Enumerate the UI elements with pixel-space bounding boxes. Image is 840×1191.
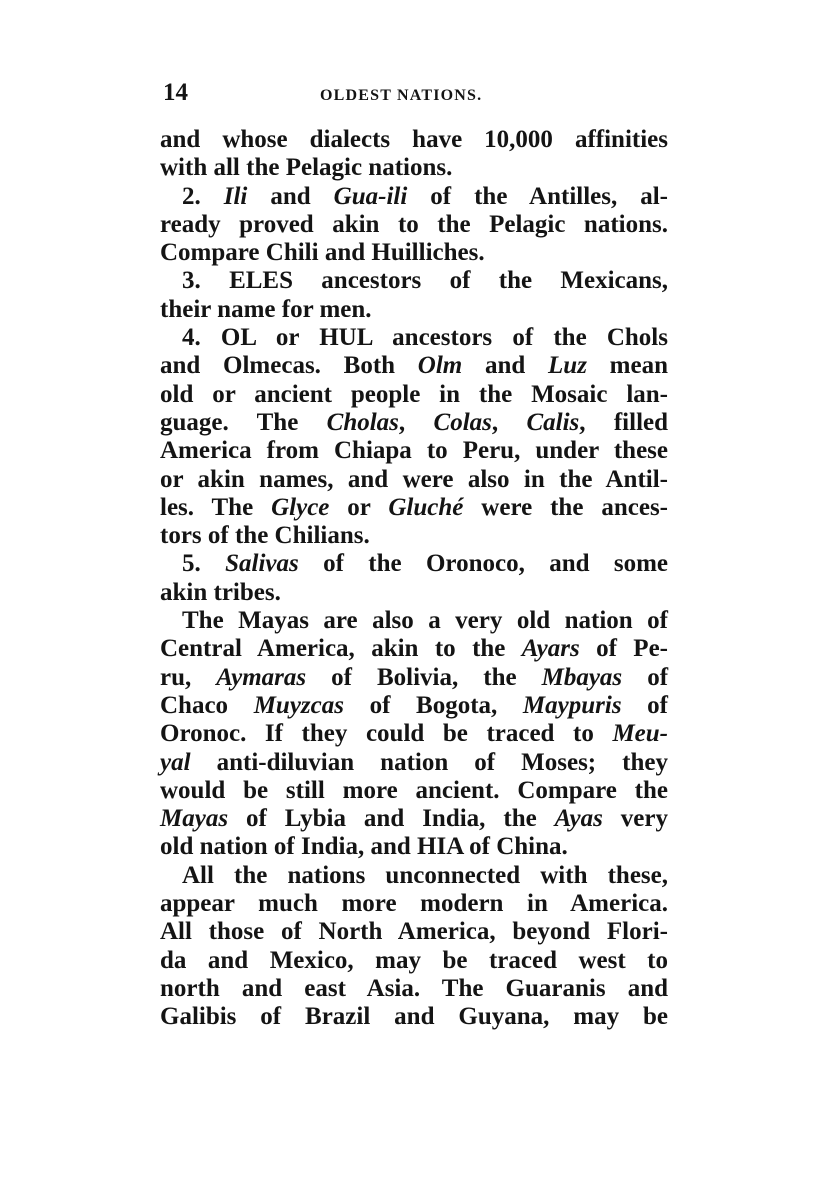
text-segment: and whose dialects have 10,000 affinities xyxy=(160,126,668,153)
text-segment: would be still more ancient. Compare the xyxy=(160,776,668,804)
text-line xyxy=(160,154,668,182)
text-line xyxy=(160,494,668,522)
text-segment: old nation of India, and HIA of China. xyxy=(160,833,568,861)
text-segment: old or ancient people in the Mosaic lan- xyxy=(160,380,668,408)
italic-term: Calis xyxy=(526,408,580,436)
text-line xyxy=(160,409,668,437)
italic-term: Salivas xyxy=(225,550,299,578)
text-segment: of Bogota, xyxy=(343,691,523,719)
italic-term: Mbayas xyxy=(541,663,623,691)
italic-term: Meu- xyxy=(612,720,668,748)
text-line xyxy=(160,607,668,635)
text-segment: north and east Asia. The Guaranis and xyxy=(160,974,668,1002)
text-line xyxy=(160,211,668,239)
text-segment: and xyxy=(462,352,549,380)
text-segment: The Mayas are also a very old nation of xyxy=(182,607,668,635)
page-number: 14 xyxy=(163,79,188,106)
running-title: OLDEST NATIONS. xyxy=(320,87,483,104)
text-segment: All the nations unconnected with these, xyxy=(182,861,668,889)
text-line xyxy=(160,352,668,380)
italic-term: Glyce xyxy=(271,493,330,521)
text-line xyxy=(160,692,668,720)
text-segment: of the Antilles, al- xyxy=(407,182,668,210)
text-line xyxy=(160,466,668,494)
text-segment: ru, xyxy=(160,663,217,691)
text-segment: of Bolivia, the xyxy=(306,663,542,691)
text-segment: , filled xyxy=(579,408,669,436)
text-line xyxy=(160,126,668,154)
italic-term: Ayars xyxy=(521,635,580,663)
italic-term: Luz xyxy=(548,352,587,380)
text-line xyxy=(160,833,668,861)
text-line xyxy=(160,890,668,918)
text-segment: 2. xyxy=(182,182,224,210)
italic-term: Olm xyxy=(417,352,463,380)
text-line xyxy=(160,1003,668,1031)
italic-term: Cholas xyxy=(326,408,399,436)
text-segment: with all the Pelagic nations. xyxy=(160,154,453,182)
italic-term: Maypuris xyxy=(522,691,622,719)
text-segment: and Olmecas. Both xyxy=(160,352,418,380)
text-segment: of Pe- xyxy=(579,635,668,663)
text-segment: 5. xyxy=(182,550,226,578)
text-line xyxy=(160,437,668,465)
italic-term: Ili xyxy=(223,182,248,210)
text-line xyxy=(160,720,668,748)
italic-term: Mayas xyxy=(160,805,229,833)
italic-term: Colas xyxy=(433,408,492,436)
body-text xyxy=(160,126,668,1032)
text-line xyxy=(160,975,668,1003)
text-segment: Chaco xyxy=(160,691,254,719)
italic-term: yal xyxy=(160,748,191,776)
italic-term: Aymaras xyxy=(216,663,307,691)
text-segment: of the Oronoco, and some xyxy=(298,550,669,578)
text-segment: ready proved akin to the Pelagic nations. xyxy=(160,210,668,238)
text-segment: les. The xyxy=(160,493,272,521)
text-line xyxy=(160,381,668,409)
text-line xyxy=(160,324,668,352)
italic-term: Gua-ili xyxy=(333,182,408,210)
text-segment: appear much more modern in America. xyxy=(160,890,668,918)
text-line xyxy=(160,183,668,211)
text-segment: were the ances- xyxy=(463,493,668,521)
text-line xyxy=(160,635,668,663)
text-segment: mean xyxy=(586,352,668,380)
text-line xyxy=(160,918,668,946)
text-segment: 3. ELES ancestors of the Mexicans, xyxy=(182,267,668,295)
italic-term: Gluché xyxy=(388,493,464,521)
text-segment: or xyxy=(329,493,389,521)
text-line xyxy=(160,522,668,550)
text-line xyxy=(160,579,668,607)
text-segment: Central America, akin to the xyxy=(160,635,522,663)
text-line xyxy=(160,777,668,805)
text-segment: , xyxy=(398,408,434,436)
text-line xyxy=(160,550,668,578)
text-segment: tors of the Chilians. xyxy=(160,522,370,550)
text-line xyxy=(160,749,668,777)
text-segment: , xyxy=(491,408,527,436)
text-segment: Galibis of Brazil and Guyana, may be xyxy=(160,1003,668,1031)
text-segment: of xyxy=(622,663,669,691)
text-segment: very xyxy=(602,805,668,833)
text-segment: anti-diluvian nation of Moses; they xyxy=(190,748,668,776)
text-segment: America from Chiapa to Peru, under these xyxy=(160,437,668,465)
text-segment: 4. OL or HUL ancestors of the Chols xyxy=(182,324,668,352)
text-segment: All those of North America, beyond Flori- xyxy=(160,918,668,946)
text-segment: and xyxy=(247,182,334,210)
text-line xyxy=(160,862,668,890)
text-segment: Oronoc. If they could be traced to xyxy=(160,720,613,748)
text-line xyxy=(160,947,668,975)
text-segment: their name for men. xyxy=(160,295,372,323)
text-line xyxy=(160,296,668,324)
italic-term: Ayas xyxy=(554,805,603,833)
page-header xyxy=(160,76,670,110)
text-segment: or akin names, and were also in the Antil- xyxy=(160,465,668,493)
text-line xyxy=(160,239,668,267)
text-line xyxy=(160,267,668,295)
text-segment: da and Mexico, may be traced west to xyxy=(160,946,668,974)
text-line xyxy=(160,664,668,692)
text-segment: guage. The xyxy=(160,408,327,436)
text-line xyxy=(160,805,668,833)
italic-term: Muyzcas xyxy=(253,691,344,719)
text-segment: Compare Chili and Huilliches. xyxy=(160,239,485,267)
text-segment: of xyxy=(621,691,669,719)
text-segment: akin tribes. xyxy=(160,578,281,606)
text-segment: of Lybia and India, the xyxy=(228,805,555,833)
